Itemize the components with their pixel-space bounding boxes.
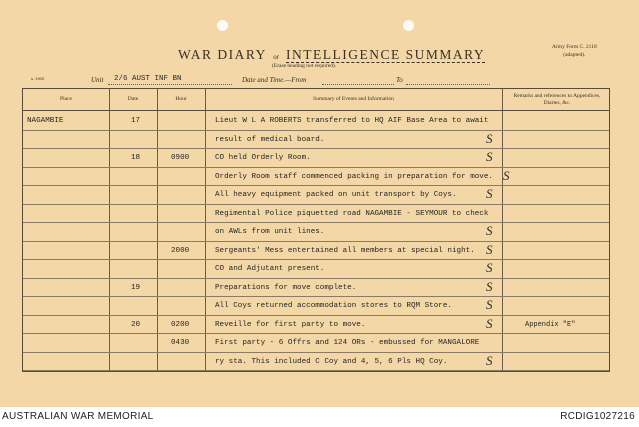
row-hour: 0900 — [171, 154, 190, 162]
row-rule — [23, 259, 609, 260]
row-rule — [23, 333, 609, 334]
initials-mark: S — [486, 260, 493, 275]
row-summary: ry sta. This included C Coy and 4, 5, 6 Pls HQ Coy. — [215, 357, 448, 366]
row-date: 20 — [131, 320, 141, 329]
row-rule — [23, 204, 609, 205]
row-rule — [23, 296, 609, 297]
header-remarks: Remarks and references to Appendices, Diaries, &c. — [513, 93, 601, 106]
title-intelligence-summary: INTELLIGENCE SUMMARY — [285, 47, 486, 62]
row-summary: result of medical board. — [215, 135, 325, 144]
title-or: or — [273, 53, 280, 61]
to-dotted-line — [406, 84, 490, 85]
row-rule — [23, 278, 609, 279]
row-rule — [23, 130, 609, 131]
row-summary: All Coys returned accommodation stores to RQM Store. — [215, 302, 452, 310]
initials-mark: S — [486, 149, 493, 164]
row-summary: Orderly Room staff commenced packing in preparation for move. — [215, 172, 493, 181]
row-summary: CO and Adjutant present. — [215, 265, 325, 273]
small-code: s. 1900 — [31, 76, 45, 81]
row-summary: First party - 6 Offrs and 124 ORs - embussed for MANGALORE — [215, 339, 480, 347]
row-rule — [23, 222, 609, 223]
row-summary: Lieut W L A ROBERTS transferred to HQ AIF Base Area to await — [215, 117, 489, 125]
footer-source: AUSTRALIAN WAR MEMORIAL — [2, 411, 154, 422]
army-form-label: Army Form C. 2118 — [552, 44, 597, 50]
form-title — [178, 47, 485, 63]
army-form-number — [552, 43, 597, 59]
initials-mark: S — [486, 130, 493, 146]
row-rule — [23, 352, 609, 353]
header-date: Date — [127, 96, 139, 103]
punch-hole-left — [217, 20, 228, 31]
column-divider — [502, 89, 503, 371]
from-dotted-line — [322, 84, 394, 85]
row-hour: 2000 — [171, 246, 190, 255]
row-date: 17 — [131, 117, 141, 125]
initials-mark: S — [486, 315, 493, 331]
initials-mark: S — [486, 223, 493, 238]
initials-mark: S — [486, 278, 493, 294]
unit-label: Unit — [91, 76, 104, 84]
initials-mark: S — [486, 352, 493, 368]
row-rule — [23, 185, 609, 186]
unit-dotted-line — [108, 84, 232, 85]
initials-mark: S — [486, 297, 493, 312]
diary-table — [22, 88, 610, 372]
row-summary: Regimental Police piquetted road NAGAMBIE - SEYMOUR to check — [215, 209, 489, 218]
row-rule — [23, 370, 609, 371]
row-summary: Preparations for move complete. — [215, 283, 357, 292]
date-time-label: Date and Time.—From — [242, 76, 307, 84]
footer-ref-id: RCDIG1027216 — [560, 411, 635, 422]
header-summary: Summary of Events and Information — [313, 96, 394, 103]
row-summary: CO held Orderly Room. — [215, 154, 311, 162]
form-subtitle: (Erase heading not required). — [272, 63, 337, 69]
unit-value: 2/6 AUST INF BN — [114, 75, 182, 83]
row-rule — [23, 315, 609, 316]
row-date: 19 — [131, 283, 141, 292]
row-date: 18 — [131, 154, 141, 162]
column-divider — [109, 89, 110, 371]
row-hour: 0430 — [171, 339, 190, 347]
row-rule — [23, 148, 609, 149]
column-divider — [205, 89, 206, 371]
header-divider — [23, 110, 609, 111]
army-form-adapted: (adapted). — [563, 52, 586, 58]
to-label: To — [396, 76, 403, 84]
title-war-diary: WAR DIARY — [178, 47, 267, 62]
row-summary: Sergeants' Mess entertained all members at special night. — [215, 246, 475, 255]
row-rule — [23, 167, 609, 168]
initials-mark: S — [486, 186, 493, 201]
punch-hole-right — [403, 20, 414, 31]
column-divider — [157, 89, 158, 371]
initials-mark: S — [503, 167, 510, 183]
header-hour: Hour — [175, 96, 187, 103]
row-summary: on AWLs from unit lines. — [215, 228, 325, 236]
row-place: NAGAMBIE — [27, 117, 64, 125]
header-place: Place — [60, 96, 72, 103]
row-summary: All heavy equipment packed on unit transport by Coys. — [215, 191, 457, 199]
row-hour: 0200 — [171, 320, 190, 329]
row-summary: Reveille for first party to move. — [215, 320, 366, 329]
initials-mark: S — [486, 241, 493, 257]
row-rule — [23, 241, 609, 242]
row-remarks: Appendix "E" — [525, 320, 576, 329]
